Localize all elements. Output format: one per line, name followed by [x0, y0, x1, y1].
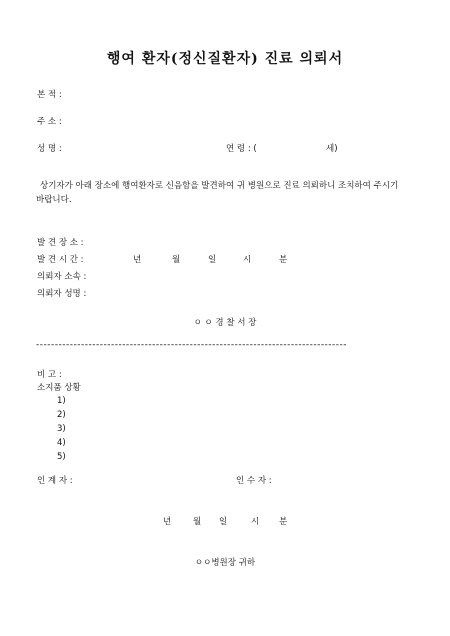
belongings-item: 2)	[57, 410, 66, 420]
belongings-label: 소지품 상황	[37, 383, 81, 393]
police-station-chief: ㅇ ㅇ 경 찰 서 장	[193, 318, 257, 328]
address-field: 주 소 :	[37, 117, 62, 127]
remarks-label: 비 고 :	[37, 370, 62, 380]
date-unit-year: 년	[163, 517, 172, 527]
requester-affiliation-field: 의뢰자 소속 :	[37, 272, 87, 282]
age-unit: 세)	[326, 144, 338, 154]
requester-name-field: 의뢰자 성명 :	[37, 289, 87, 299]
handover-giver-field: 인 계 자 :	[37, 476, 73, 486]
discovery-time-field: 발 견 시 간 :	[37, 255, 84, 265]
belongings-item: 3)	[57, 424, 66, 434]
time-unit-day: 일	[208, 255, 217, 265]
discovery-place-field: 발 견 장 소 :	[37, 238, 84, 248]
name-field: 성 명 :	[37, 144, 62, 154]
date-unit-month: 월	[193, 517, 202, 527]
recipient-line: ㅇㅇ병원장 귀하	[194, 558, 256, 568]
document-title: 행여 환자(정신질환자) 진료 의뢰서	[106, 51, 344, 67]
age-field-label: 연 령 : (	[226, 144, 257, 154]
belongings-item: 4)	[57, 438, 66, 448]
separator-line: -----------------------------------------------------------------------------------	[36, 340, 348, 350]
time-unit-year: 년	[133, 255, 142, 265]
handover-receiver-field: 인 수 자 :	[236, 476, 272, 486]
date-unit-day: 일	[219, 517, 228, 527]
time-unit-month: 월	[172, 255, 181, 265]
belongings-item: 5)	[57, 452, 66, 462]
date-unit-minute: 분	[279, 517, 288, 527]
time-unit-minute: 분	[279, 255, 288, 265]
request-paragraph: 상기자가 아래 장소에 행여환자로 신음함을 발견하여 귀 병원으로 진료 의뢰하니 조치하여 주시기 바랍니다.	[36, 181, 399, 205]
belongings-item: 1)	[57, 396, 66, 406]
time-unit-hour: 시	[243, 255, 252, 265]
domicile-field: 본 적 :	[37, 90, 62, 100]
date-unit-hour: 시	[251, 517, 260, 527]
